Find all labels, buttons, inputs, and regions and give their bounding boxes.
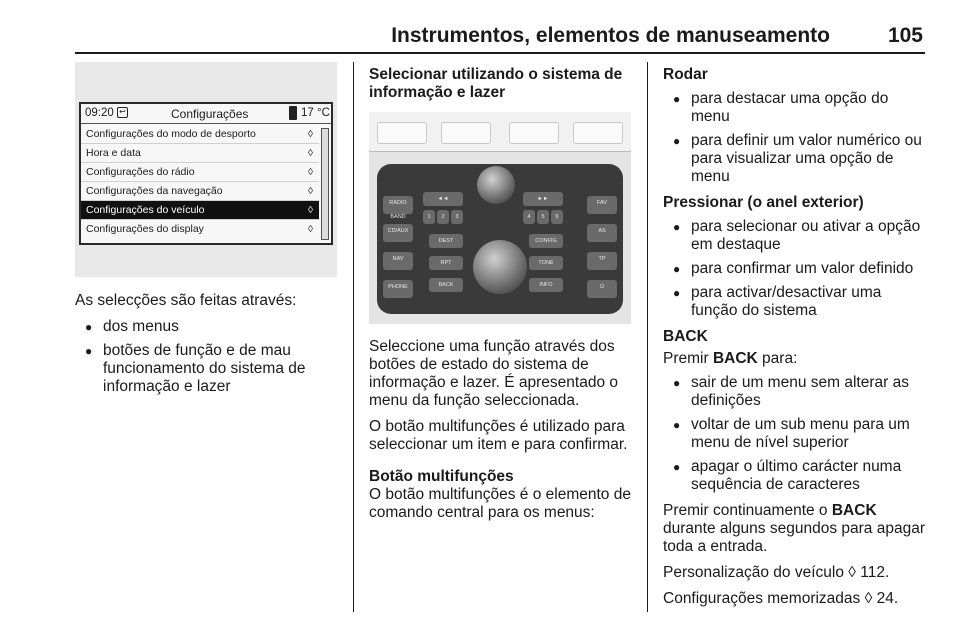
settings-menu (81, 125, 319, 239)
info-button: INFO (529, 278, 563, 292)
phone-icon (289, 106, 297, 120)
screen-title: Configurações (171, 107, 249, 121)
back-heading: BACK (663, 328, 708, 345)
list-item: ● botões de função e de mau funcionamento do sistema de informação e lazer (75, 342, 340, 396)
column-2-heading (369, 66, 634, 110)
display-illustration (75, 62, 337, 277)
premir-line: Premir BACK para: (663, 350, 798, 367)
rodar-heading: Rodar (663, 66, 708, 83)
preset-1-button: 1 (423, 210, 435, 224)
config-button: CONFIG (529, 234, 563, 248)
paragraph: O botão multifunções é o elemento de comando central para os menus: (369, 486, 631, 521)
control-panel-face (377, 164, 623, 314)
paragraph: O botão multifunções é utilizado para seleccionar um item e para confirmar. (369, 418, 628, 453)
screen-status-bar (81, 104, 331, 124)
back-arrow-icon: ↩ (117, 107, 128, 118)
infotainment-control-panel-illustration (369, 112, 631, 324)
menu-item: Configurações do rádio ◊ (81, 163, 319, 182)
menu-item-selected: Configurações do veículo ◊ (81, 201, 319, 220)
back-bullets (663, 374, 931, 494)
list-item: ● voltar de um sub menu para um menu de nível superior (663, 416, 931, 452)
intro-bullets (75, 318, 340, 396)
pressionar-bullets (663, 218, 931, 320)
temperature: 17 °C (301, 107, 330, 119)
list-item: ● para definir um valor numérico ou para visualizar uma opção de menu (663, 132, 931, 186)
tp-button: TP (587, 252, 617, 270)
radio-band-button: RADIO BAND (383, 196, 413, 214)
column-divider-1 (353, 62, 354, 612)
chevron-right-icon: ◊ (308, 148, 313, 159)
continuo-paragraph: Premir continuamente o BACK durante alguns segundos para apagar toda a entrada. (663, 502, 925, 555)
column-2-text (369, 338, 637, 530)
multifunction-knob (473, 240, 527, 294)
dest-button: DEST (429, 234, 463, 248)
fav-button: FAV (587, 196, 617, 214)
phone-button: PHONE (383, 280, 413, 298)
chevron-right-icon: ◊ (308, 186, 313, 197)
volume-knob (477, 166, 515, 204)
column-1-text (75, 292, 340, 404)
column-divider-2 (647, 62, 648, 612)
prev-button: ◄◄ (423, 192, 463, 206)
menu-item: Configurações do display ◊ (81, 220, 319, 239)
reference-arrow-icon: ◊ (864, 590, 873, 607)
reference-arrow-icon: ◊ (848, 564, 856, 581)
as-button: AS (587, 224, 617, 242)
chapter-title: Instrumentos, elementos de manuseamento (391, 24, 830, 47)
cross-reference: Configurações memorizadas ◊ 24. (663, 590, 899, 607)
chevron-right-icon: ◊ (308, 167, 313, 178)
list-item: ● para destacar uma opção do menu (663, 90, 931, 126)
rpt-button: RPT (429, 256, 463, 270)
preset-6-button: 6 (551, 210, 563, 224)
cd-aux-button: CD/AUX (383, 224, 413, 242)
list-item: ● para activar/desactivar uma função do sistema (663, 284, 931, 320)
page-number: 105 (887, 24, 923, 47)
back-button: BACK (429, 278, 463, 292)
next-button: ►► (523, 192, 563, 206)
rodar-bullets (663, 90, 931, 186)
menu-item: Hora e data ◊ (81, 144, 319, 163)
subheading: Botão multifunções (369, 468, 514, 485)
power-button: ⏻ (587, 280, 617, 298)
menu-scrollbar (321, 128, 329, 240)
settings-screen (79, 102, 333, 245)
chevron-right-icon: ◊ (308, 224, 313, 235)
list-item: ● dos menus (75, 318, 340, 336)
page-header (75, 24, 925, 54)
nav-button: NAV (383, 252, 413, 270)
preset-3-button: 3 (451, 210, 463, 224)
preset-5-button: 5 (537, 210, 549, 224)
section-heading: Selecionar utilizando o sistema de informação e lazer (369, 66, 623, 101)
list-item: ● apagar o último carácter numa sequência de caracteres (663, 458, 931, 494)
column-3-text (663, 66, 931, 616)
menu-item: Configurações do modo de desporto ◊ (81, 125, 319, 144)
intro-text: As selecções são feitas através: (75, 292, 297, 309)
chevron-right-icon: ◊ (308, 129, 313, 140)
header-rule (75, 52, 925, 54)
list-item: ● sair de um menu sem alterar as definições (663, 374, 931, 410)
cross-reference: Personalização do veículo ◊ 112. (663, 564, 890, 581)
paragraph: Seleccione uma função através dos botões de estado do sistema de informação e lazer. É apresentado o menu da função seleccionada. (369, 338, 619, 409)
menu-item: Configurações da navegação ◊ (81, 182, 319, 201)
chevron-right-icon: ◊ (308, 205, 313, 216)
panel-top-strip (369, 112, 631, 152)
tone-button: TONE (529, 256, 563, 270)
list-item: ● para selecionar ou ativar a opção em destaque (663, 218, 931, 254)
preset-4-button: 4 (523, 210, 535, 224)
preset-2-button: 2 (437, 210, 449, 224)
list-item: ● para confirmar um valor definido (663, 260, 931, 278)
pressionar-heading: Pressionar (o anel exterior) (663, 194, 864, 211)
clock: 09:20 (85, 107, 114, 119)
